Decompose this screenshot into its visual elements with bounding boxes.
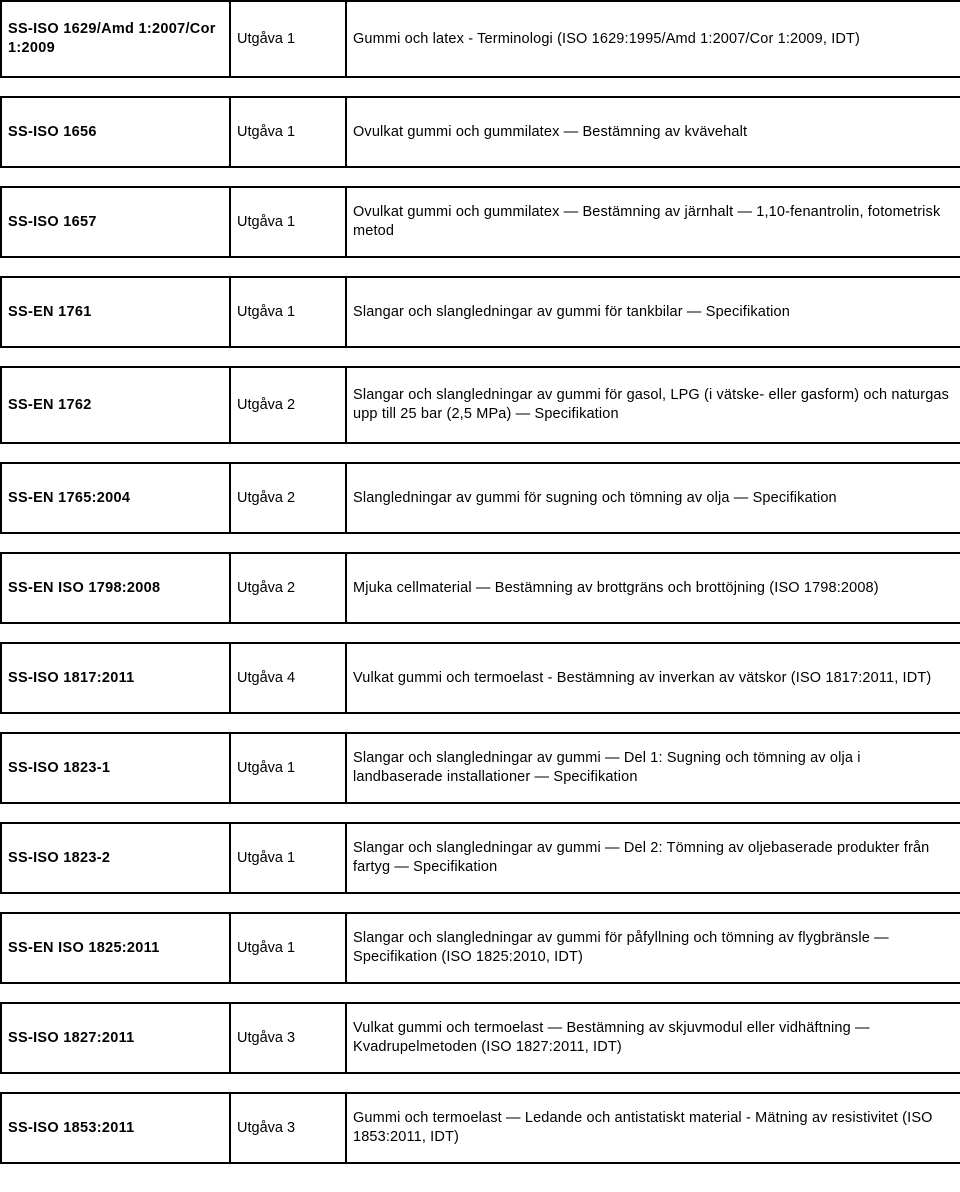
edition: Utgåva 4 xyxy=(230,643,346,713)
table-row xyxy=(1,187,960,257)
row-spacer xyxy=(1,77,960,97)
table-row xyxy=(1,97,960,167)
row-spacer xyxy=(1,257,960,277)
table-row xyxy=(1,1093,960,1163)
row-spacer xyxy=(1,167,960,187)
row-spacer xyxy=(1,713,960,733)
table-row xyxy=(1,1003,960,1073)
row-spacer xyxy=(1,803,960,823)
edition: Utgåva 1 xyxy=(230,913,346,983)
table-row xyxy=(1,1,960,77)
edition: Utgåva 1 xyxy=(230,277,346,347)
standard-title: Gummi och termoelast — Ledande och antistatiskt material - Mätning av resistivitet (ISO 1853:2011, IDT) xyxy=(346,1093,960,1163)
edition: Utgåva 3 xyxy=(230,1003,346,1073)
standard-title: Slangar och slangledningar av gummi för påfyllning och tömning av flygbränsle — Specifikation (ISO 1825:2010, IDT) xyxy=(346,913,960,983)
standard-title: Ovulkat gummi och gummilatex — Bestämning av järnhalt — 1,10-fenantrolin, fotometrisk metod xyxy=(346,187,960,257)
standard-title: Slangar och slangledningar av gummi — Del 2: Tömning av oljebaserade produkter från fartyg — Specifikation xyxy=(346,823,960,893)
standard-code: SS-ISO 1823-2 xyxy=(1,823,230,893)
table-row xyxy=(1,553,960,623)
edition: Utgåva 2 xyxy=(230,367,346,443)
edition: Utgåva 1 xyxy=(230,733,346,803)
row-spacer xyxy=(1,533,960,553)
edition: Utgåva 1 xyxy=(230,1,346,77)
row-spacer xyxy=(1,1073,960,1093)
standard-title: Slangar och slangledningar av gummi för gasol, LPG (i vätske- eller gasform) och naturgas upp till 25 bar (2,5 MPa) — Specifikation xyxy=(346,367,960,443)
edition: Utgåva 2 xyxy=(230,553,346,623)
standard-code: SS-ISO 1629/Amd 1:2007/Cor 1:2009 xyxy=(1,1,230,77)
standard-code: SS-ISO 1823-1 xyxy=(1,733,230,803)
standard-title: Slangar och slangledningar av gummi — Del 1: Sugning och tömning av olja i landbaserade installationer — Specifikation xyxy=(346,733,960,803)
table-row xyxy=(1,733,960,803)
table-row xyxy=(1,277,960,347)
edition: Utgåva 1 xyxy=(230,823,346,893)
standard-title: Gummi och latex - Terminologi (ISO 1629:1995/Amd 1:2007/Cor 1:2009, IDT) xyxy=(346,1,960,77)
standard-code: SS-ISO 1853:2011 xyxy=(1,1093,230,1163)
row-spacer xyxy=(1,623,960,643)
row-spacer xyxy=(1,983,960,1003)
standard-code: SS-EN ISO 1825:2011 xyxy=(1,913,230,983)
standard-title: Vulkat gummi och termoelast - Bestämning av inverkan av vätskor (ISO 1817:2011, IDT) xyxy=(346,643,960,713)
standard-title: Ovulkat gummi och gummilatex — Bestämning av kvävehalt xyxy=(346,97,960,167)
row-spacer xyxy=(1,893,960,913)
standard-title: Mjuka cellmaterial — Bestämning av brottgräns och brottöjning (ISO 1798:2008) xyxy=(346,553,960,623)
standard-title: Slangledningar av gummi för sugning och tömning av olja — Specifikation xyxy=(346,463,960,533)
standard-code: SS-ISO 1817:2011 xyxy=(1,643,230,713)
standard-code: SS-ISO 1657 xyxy=(1,187,230,257)
edition: Utgåva 3 xyxy=(230,1093,346,1163)
row-spacer xyxy=(1,443,960,463)
edition: Utgåva 2 xyxy=(230,463,346,533)
table-row xyxy=(1,463,960,533)
edition: Utgåva 1 xyxy=(230,97,346,167)
standard-code: SS-ISO 1827:2011 xyxy=(1,1003,230,1073)
edition: Utgåva 1 xyxy=(230,187,346,257)
standard-code: SS-EN 1762 xyxy=(1,367,230,443)
standard-title: Slangar och slangledningar av gummi för tankbilar — Specifikation xyxy=(346,277,960,347)
table-row xyxy=(1,643,960,713)
standard-code: SS-EN ISO 1798:2008 xyxy=(1,553,230,623)
table-row xyxy=(1,823,960,893)
row-spacer xyxy=(1,347,960,367)
standard-title: Vulkat gummi och termoelast — Bestämning av skjuvmodul eller vidhäftning — Kvadrupelmetoden (ISO 1827:2011, IDT) xyxy=(346,1003,960,1073)
table-row xyxy=(1,367,960,443)
standard-code: SS-EN 1761 xyxy=(1,277,230,347)
standard-code: SS-EN 1765:2004 xyxy=(1,463,230,533)
table-row xyxy=(1,913,960,983)
standard-code: SS-ISO 1656 xyxy=(1,97,230,167)
